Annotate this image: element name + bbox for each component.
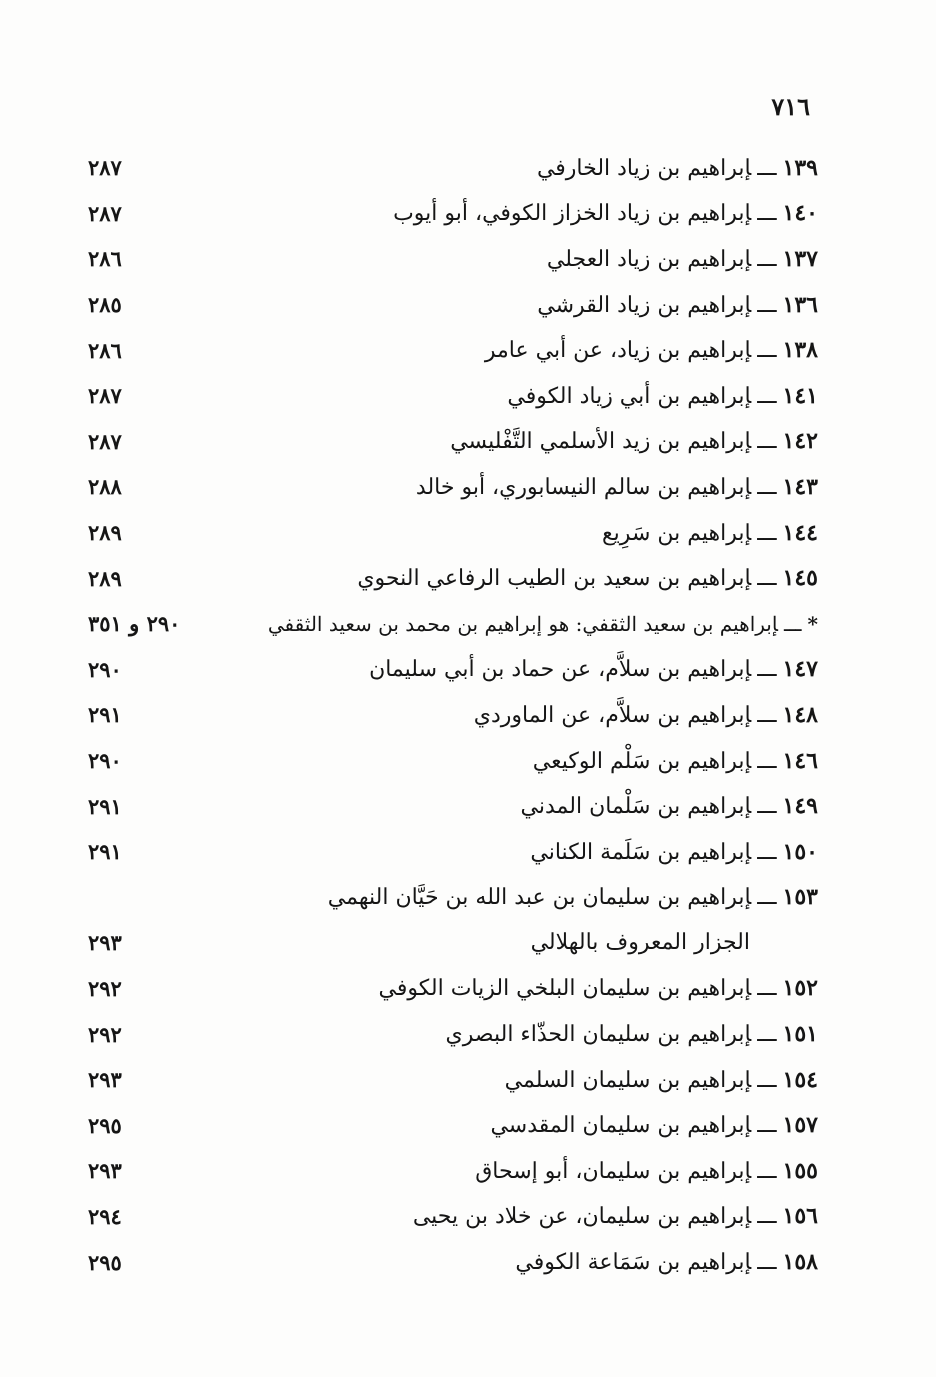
entry-name: إبراهيم بن سعيد الثقفي: هو إبراهيم بن محمد بن سعيد الثقفي: [267, 611, 778, 636]
index-entry-continuation: [88, 920, 818, 966]
entry-dash: ـــ: [757, 1250, 777, 1276]
entry-dash: ـــ: [757, 885, 777, 911]
entry-text: [602, 520, 818, 546]
entry-name: إبراهيم بن سَلَمة الكناني: [530, 839, 752, 865]
entry-name: إبراهيم بن سَلْمان المدني: [520, 794, 752, 820]
entry-number: ١٣٦: [782, 291, 818, 318]
index-entry: [88, 191, 818, 237]
index-entry: [88, 1194, 818, 1240]
index-entry: [88, 510, 818, 556]
index-entry: [88, 1057, 818, 1103]
entry-number: ١٤٨: [782, 701, 818, 728]
entry-page-ref: ٢٩٠: [88, 656, 122, 682]
entry-page-ref: ٢٨٩: [88, 565, 122, 591]
entry-page-ref: ٢٨٨: [88, 474, 122, 500]
entry-dash: ـــ: [757, 839, 777, 865]
entry-text: [413, 1203, 818, 1229]
entry-text: [507, 383, 818, 409]
entry-dash: ـــ: [757, 794, 777, 820]
entry-page-ref: ٢٩١: [88, 839, 122, 865]
index-entry: [88, 647, 818, 693]
index-entry: [88, 282, 818, 328]
entry-text: [416, 474, 818, 500]
entry-text: [547, 246, 818, 272]
entry-text: [531, 930, 818, 955]
entry-page-ref: ٢٩٢: [88, 975, 122, 1001]
entry-page-ref: ٢٩٠ و ٣٥١: [88, 611, 181, 637]
entry-name: إبراهيم بن سَرِيع: [601, 520, 752, 546]
entry-name: إبراهيم بن زياد الخزاز الكوفي، أبو أيوب: [393, 201, 752, 227]
entry-text: [490, 1112, 818, 1138]
entry-dash: ـــ: [757, 338, 777, 364]
index-entry: [88, 419, 818, 465]
entry-text: [379, 975, 818, 1001]
entry-text: [505, 1067, 818, 1093]
entry-page-ref: ٢٨٧: [88, 200, 122, 226]
entry-page-ref: ٢٨٧: [88, 383, 122, 409]
entry-dash: ـــ: [757, 1022, 777, 1048]
entry-number: ١٥٦: [782, 1203, 818, 1230]
index-entry: [88, 783, 818, 829]
entry-text: [533, 748, 818, 774]
entry-page-ref: ٢٩٥: [88, 1249, 122, 1275]
entry-number: ١٥٣: [782, 884, 818, 911]
entry-dash: ـــ: [757, 748, 777, 774]
entry-dash: ـــ: [757, 520, 777, 546]
entry-page-ref: ٢٩٣: [88, 1067, 122, 1093]
entry-number: ١٥١: [782, 1021, 818, 1048]
entry-name: إبراهيم بن سليمان المقدسي: [490, 1113, 752, 1139]
entry-name: إبراهيم بن سليمان بن عبد الله بن حَيَّان النهمي: [327, 885, 752, 911]
entry-text: [515, 1249, 818, 1275]
entry-page-ref: ٢٩٥: [88, 1112, 122, 1138]
index-entry: [88, 236, 818, 282]
index-entry: [88, 875, 818, 921]
entry-number: ١٤٠: [782, 200, 818, 227]
entry-dash: ـــ: [757, 201, 777, 227]
entry-number: ١٣٨: [782, 337, 818, 364]
entry-page-ref: ٢٨٦: [88, 246, 122, 272]
entry-text: [537, 292, 818, 318]
entry-name: إبراهيم بن سليمان السلمي: [504, 1067, 752, 1093]
entry-name: إبراهيم بن سلاَّم، عن الماوردي: [473, 702, 752, 728]
entry-dash: ـــ: [783, 611, 802, 636]
entry-text: [328, 884, 818, 910]
index-entry: [88, 327, 818, 373]
index-entry: [88, 373, 818, 419]
entry-dash: ـــ: [757, 429, 777, 455]
entry-name: إبراهيم بن زياد، عن أبي عامر: [484, 338, 752, 364]
entry-name: إبراهيم بن سالم النيسابوري، أبو خالد: [415, 474, 752, 500]
index-entry: [88, 145, 818, 191]
entry-number: ١٤٣: [782, 473, 818, 500]
entry-text: [474, 702, 818, 728]
entry-dash: ـــ: [757, 155, 777, 181]
entry-name: إبراهيم بن سليمان البلخي الزيات الكوفي: [378, 976, 752, 1002]
index-entry: [88, 966, 818, 1012]
entry-page-ref: ٢٩١: [88, 702, 122, 728]
entry-number: ١٥٤: [782, 1066, 818, 1093]
index-note-entry: [88, 601, 818, 647]
entry-number: ١٤٤: [782, 519, 818, 546]
entry-name: إبراهيم بن سلاَّم، عن حماد بن أبي سليمان: [369, 657, 752, 683]
entry-name: إبراهيم بن زياد العجلي: [546, 246, 752, 272]
entry-number: ١٥٢: [782, 975, 818, 1002]
entry-dash: ـــ: [757, 1158, 777, 1184]
entry-name: الجزار المعروف بالهلالي: [530, 930, 750, 956]
entry-number: ١٥٥: [782, 1157, 818, 1184]
entry-dash: ـــ: [757, 566, 777, 592]
index-entry: [88, 1148, 818, 1194]
entry-name: إبراهيم بن سليمان، عن خلاد بن يحيى: [412, 1204, 752, 1230]
entry-page-ref: ٢٨٧: [88, 155, 122, 181]
index-entry: [88, 738, 818, 784]
entry-page-ref: ٢٩٢: [88, 1021, 122, 1047]
entry-text: [393, 200, 818, 226]
entry-name: إبراهيم بن سليمان، أبو إسحاق: [475, 1158, 752, 1184]
entry-name: إبراهيم بن سليمان الحذّاء البصري: [445, 1022, 752, 1048]
entry-page-ref: ٢٩٣: [88, 1158, 122, 1184]
entry-name: إبراهيم بن سَمَاعة الكوفي: [515, 1250, 752, 1276]
entry-text: [537, 155, 818, 181]
entry-name: إبراهيم بن زياد الخارفي: [536, 155, 752, 181]
entry-dash: ـــ: [757, 474, 777, 500]
entry-dash: ـــ: [757, 657, 777, 683]
entry-page-ref: ٢٨٩: [88, 520, 122, 546]
entry-dash: ـــ: [757, 1067, 777, 1093]
entry-text: [446, 1021, 818, 1047]
entry-page-ref: ٢٩٣: [88, 930, 122, 956]
entry-name: إبراهيم بن زياد القرشي: [537, 292, 752, 318]
entry-number: ١٤٦: [782, 747, 818, 774]
entry-dash: ـــ: [757, 1204, 777, 1230]
entry-page-ref: ٢٨٦: [88, 337, 122, 363]
entry-dash: ـــ: [757, 976, 777, 1002]
entry-text: [475, 1158, 818, 1184]
entry-dash: ـــ: [757, 292, 777, 318]
entry-dash: ـــ: [757, 383, 777, 409]
entry-number: ١٣٩: [782, 154, 818, 181]
entry-page-ref: ٢٩٤: [88, 1203, 122, 1229]
entry-name: إبراهيم بن سعيد بن الطيب الرفاعي النحوي: [357, 566, 752, 592]
entry-dash: ـــ: [757, 702, 777, 728]
entry-dash: ـــ: [757, 1113, 777, 1139]
entry-dash: ـــ: [757, 246, 777, 272]
index-entry: [88, 1102, 818, 1148]
entry-number: ١٤١: [782, 382, 818, 409]
index-entry: [88, 1239, 818, 1285]
entry-text: [485, 337, 818, 363]
index-entry: [88, 555, 818, 601]
note-marker: *: [807, 611, 818, 636]
entry-text: [268, 612, 818, 636]
entry-number: ١٣٧: [782, 245, 818, 272]
entry-page-ref: ٢٩١: [88, 793, 122, 819]
entry-number: ١٥٧: [782, 1112, 818, 1139]
entry-text: [521, 793, 818, 819]
entry-number: ١٤٧: [782, 656, 818, 683]
entry-page-ref: ٢٩٠: [88, 748, 122, 774]
entry-number: ١٤٥: [782, 565, 818, 592]
entry-name: إبراهيم بن أبي زياد الكوفي: [507, 383, 752, 409]
entry-text: [369, 656, 818, 682]
entry-text: [357, 565, 818, 591]
page-number: ٧١٦: [771, 92, 810, 121]
entry-number: ١٥٠: [782, 838, 818, 865]
entry-text: [450, 428, 818, 454]
index-entries: [88, 145, 818, 1285]
entry-name: إبراهيم بن سَلْم الوكيعي: [532, 748, 752, 774]
entry-page-ref: ٢٨٧: [88, 428, 122, 454]
index-entry: [88, 692, 818, 738]
entry-page-ref: ٢٨٥: [88, 292, 122, 318]
entry-name: إبراهيم بن زيد الأسلمي التَّفْليسي: [450, 429, 752, 455]
index-entry: [88, 1011, 818, 1057]
entry-number: ١٤٢: [782, 428, 818, 455]
entry-number: ١٥٨: [782, 1249, 818, 1276]
index-entry: [88, 464, 818, 510]
index-entry: [88, 829, 818, 875]
entry-text: [530, 839, 818, 865]
entry-number: ١٤٩: [782, 793, 818, 820]
